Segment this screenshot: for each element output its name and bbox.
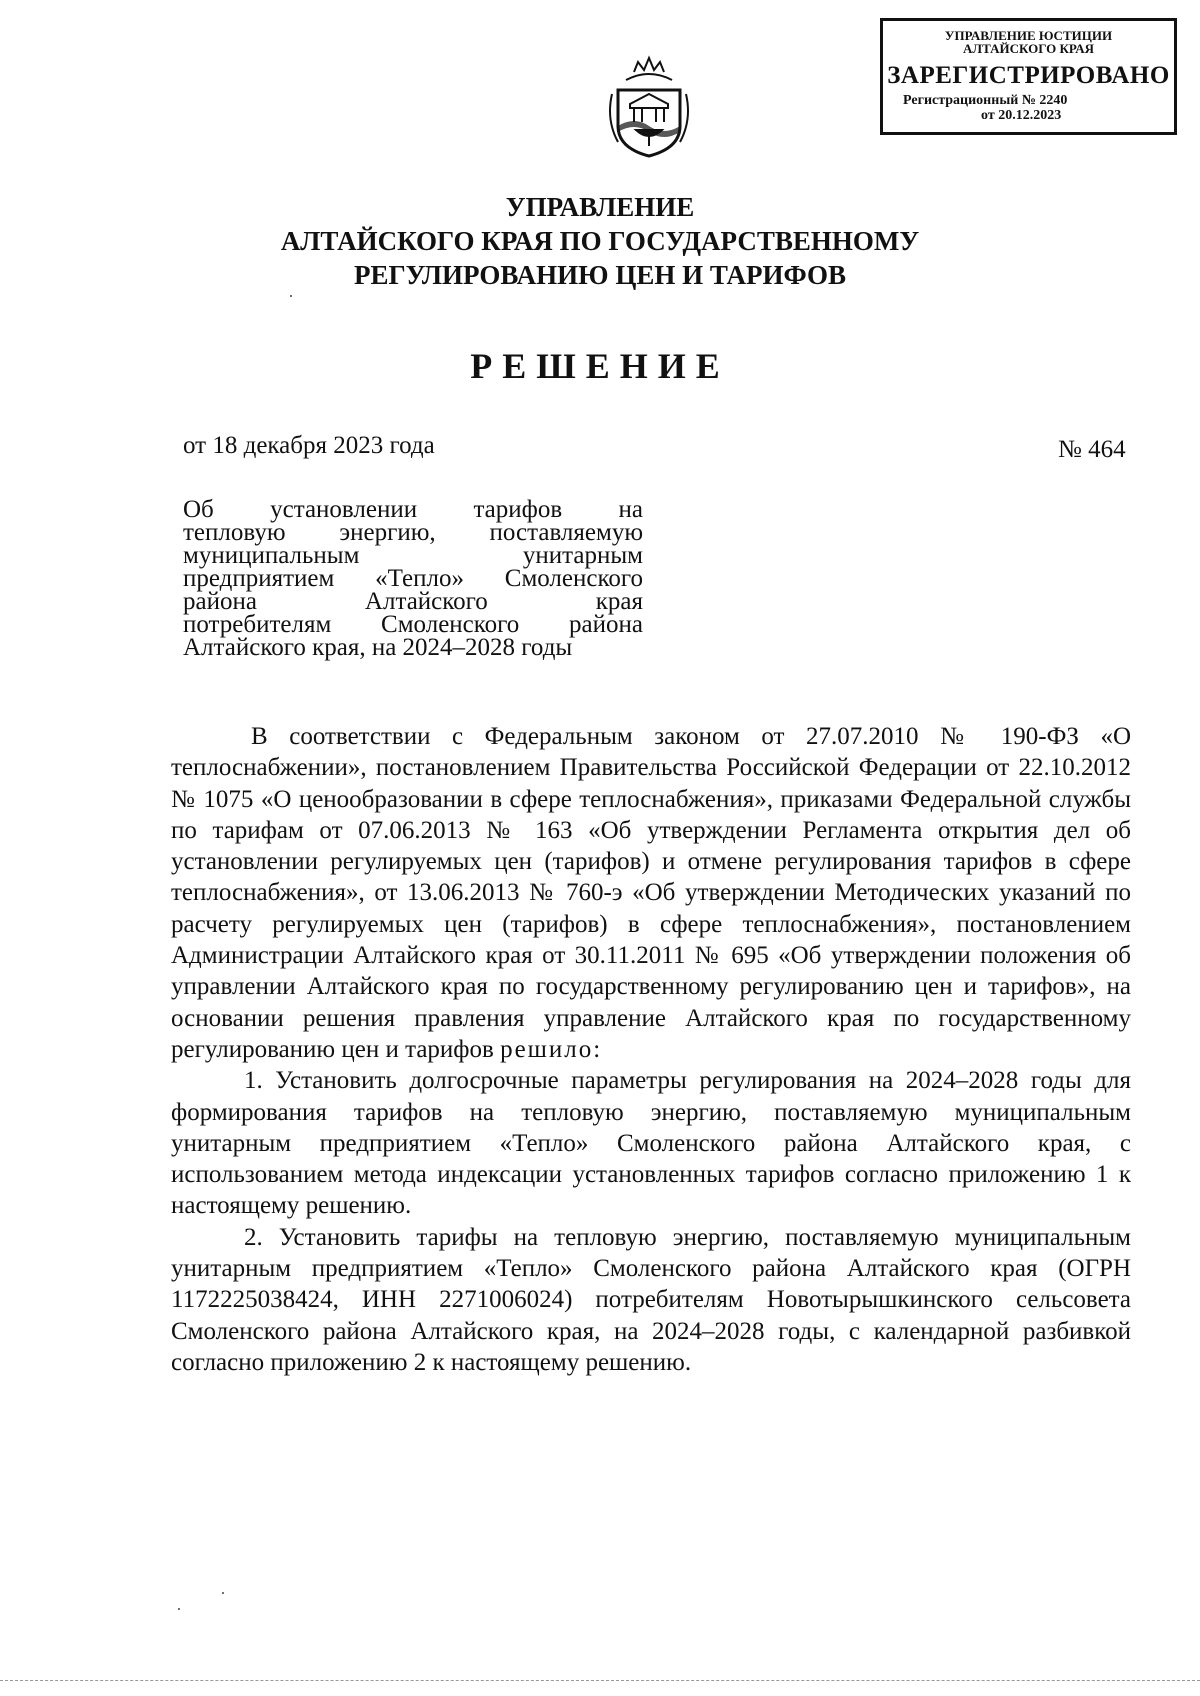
decision-item-1: 1. Установить долгосрочные параметры регулирования на 2024–2028 годы для формирования тарифов на тепловую энергию, поставляемую муниципальным унитарным предприятием «Тепло» Смоленского района Алтайского края, с использованием метода индексации установленных тарифов согласно приложению 1 к настоящему решению. <box>171 1067 1131 1220</box>
authority-line3: РЕГУЛИРОВАНИЮ ЦЕН И ТАРИФОВ <box>353 260 847 290</box>
subject-line: района Алтайского края <box>183 588 643 615</box>
subject-line: тепловую энергию, поставляемую <box>183 519 643 546</box>
subject-line: Об установлении тарифов на <box>183 496 643 523</box>
scan-speck <box>178 1608 180 1610</box>
authority-line2: АЛТАЙСКОГО КРАЯ ПО ГОСУДАРСТВЕННОМУ <box>280 226 920 256</box>
issuing-authority <box>260 190 940 292</box>
subject-line: предприятием «Тепло» Смоленского <box>183 565 643 592</box>
preamble-text: В соответствии с Федеральным законом от 27.07.2010 № 190-ФЗ «О теплоснабжении», постановлением Правительства Российской Федерации от 22.10.2012 № 1075 «О ценообразовании в сфере теплоснабжения», приказами Федеральной службы по тарифам от 07.06.2013 № 163 «Об утверждении Регламента открытия дел об установлении регулируемых цен (тарифов) и отмене регулирования тарифов в сфере теплоснабжения», от 13.06.2013 № 760-э «Об утверждении Методических указаний по расчету регулируемых цен (тарифов) в сфере теплоснабжения», постановлением Администрации Алтайского края от 30.11.2011 № 695 «Об утверждении положения об управлении Алтайского края по государственному регулированию цен и тарифов», на основании решения правления управление Алтайского края по государственному регулированию цен и тарифов <box>171 723 1131 1063</box>
document-type: РЕШЕНИЕ <box>470 346 730 386</box>
document-body <box>171 721 1131 1378</box>
stamp-reg-date: от 20.12.2023 <box>981 108 1062 123</box>
stamp-authority-line2: АЛТАЙСКОГО КРАЯ <box>963 41 1094 56</box>
authority-line1: УПРАВЛЕНИЕ <box>505 192 695 222</box>
document-number: № 464 <box>1058 436 1126 463</box>
document-subject <box>183 498 643 659</box>
subject-line: муниципальным унитарным <box>183 542 643 569</box>
stamp-status: ЗАРЕГИСТРИРОВАНО <box>887 62 1170 89</box>
scan-speck <box>222 1592 224 1594</box>
document-date: от 18 декабря 2023 года <box>183 432 435 459</box>
scan-edge-line <box>0 1680 1200 1681</box>
coat-of-arms-icon <box>604 50 694 160</box>
subject-line: Алтайского края, на 2024–2028 годы <box>183 634 573 661</box>
decision-item-2: 2. Установить тарифы на тепловую энергию, поставляемую муниципальным унитарным предприятием «Тепло» Смоленского района Алтайского края (ОГРН 1172225038424, ИНН 2271006024) потребителям Новотырышкинского сельсовета Смоленского района Алтайского края, на 2024–2028 годы, с календарной разбивкой согласно приложению 2 к настоящему решению. <box>171 1223 1131 1376</box>
scan-speck <box>290 295 292 297</box>
decided-word: решило: <box>500 1035 603 1063</box>
subject-line: потребителям Смоленского района <box>183 611 643 638</box>
stamp-authority-line1: УПРАВЛЕНИЕ ЮСТИЦИИ <box>944 28 1113 43</box>
stamp-reg-number: Регистрационный № 2240 <box>903 93 1068 108</box>
registration-stamp <box>880 18 1177 135</box>
preamble-paragraph <box>171 721 1131 1065</box>
